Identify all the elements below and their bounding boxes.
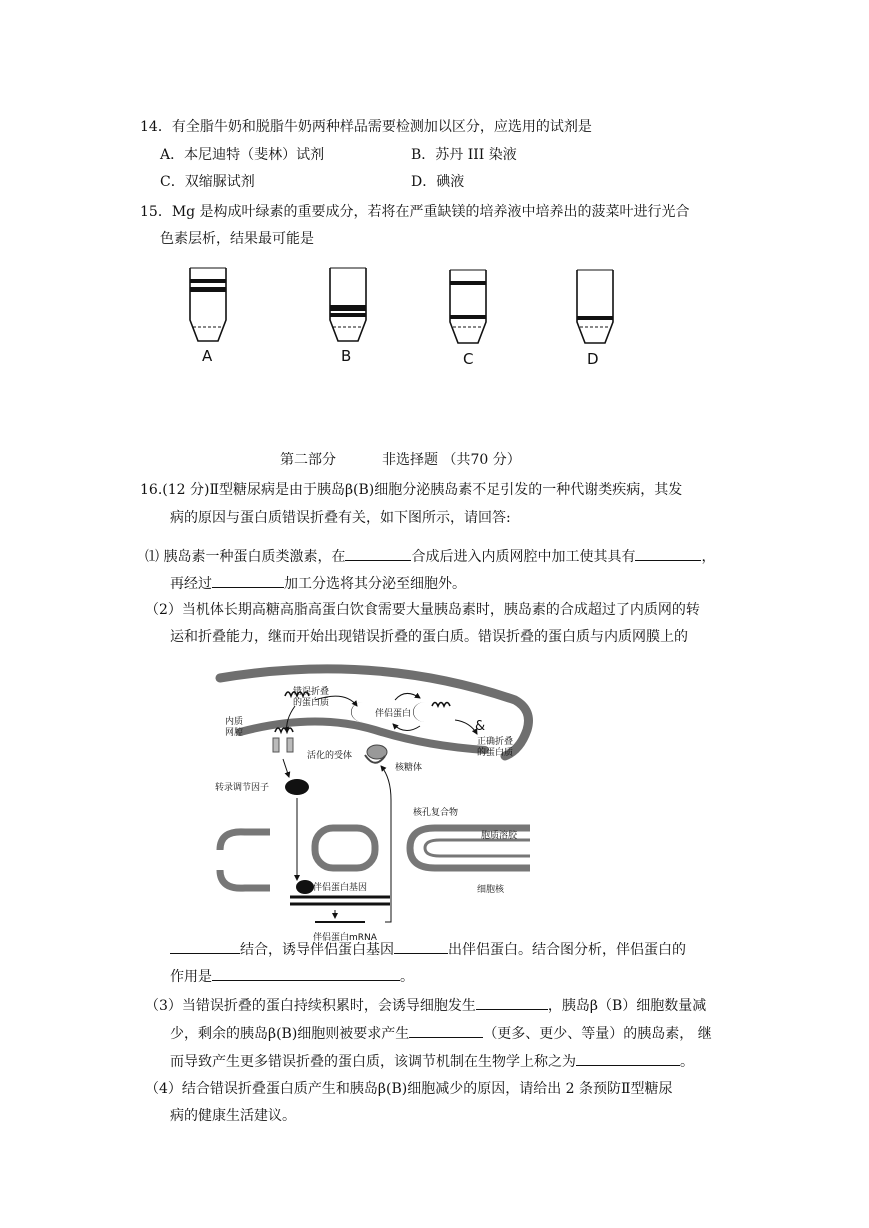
q16-intro-line1: 16.(12 分)Ⅱ型糖尿病是由于胰岛β(B)细胞分泌胰岛素不足引发的一种代谢类疾病，其发	[140, 482, 683, 498]
answer-blank-7[interactable]	[476, 994, 548, 1010]
q16-part1-text-e: 加工分选将其分泌至细胞外。	[284, 576, 466, 592]
label-chaperone-gene: 伴侣蛋白基因	[313, 883, 368, 893]
label-er-lumen-2: 网腔	[225, 728, 244, 738]
q16-part1-text-d: 再经过	[170, 576, 212, 592]
answer-blank-9[interactable]	[576, 1050, 680, 1066]
chaperone-icon-2	[413, 702, 425, 722]
q16-part3-text-a: （3）当错误折叠的蛋白持续积累时，会诱导细胞发生	[145, 998, 476, 1014]
label-activated-receptor: 活化的受体	[307, 751, 353, 761]
answer-blank-6[interactable]	[212, 965, 400, 981]
q16-intro-line2: 病的原因与蛋白质错误折叠有关，如下图所示，请回答:	[170, 510, 511, 526]
answer-blank-4[interactable]	[170, 938, 240, 954]
transcription-factor-icon	[285, 779, 309, 795]
q14-stem: 14．有全脂牛奶和脱脂牛奶两种样品需要检测加以区分，应选用的试剂是	[140, 119, 592, 135]
q16-part3-line1	[145, 994, 706, 1016]
q16-part1-line1	[145, 545, 715, 567]
q16-part2-text-c: 结合，诱导伴侣蛋白基因	[240, 942, 394, 958]
q15-stem-line1: 15．Mg 是构成叶绿素的重要成分，若将在严重缺镁的培养液中培养出的菠菜叶进行光合	[140, 204, 690, 220]
q16-part3-text-d: （更多、更少、等量）的胰岛素， 继	[483, 1026, 712, 1042]
answer-blank-1[interactable]	[345, 545, 411, 561]
label-cytosol: 胞质溶胶	[481, 831, 518, 841]
part2-heading-a: 第二部分	[280, 452, 336, 468]
label-chaperone: 伴侣蛋白	[375, 709, 412, 719]
chaperone-icon-1	[351, 702, 363, 722]
svg-text:&: &	[475, 719, 486, 734]
q16-part2-line3	[170, 938, 686, 960]
label-nuclear-pore: 核孔复合物	[413, 808, 459, 818]
label-misfolded-2: 的蛋白质	[293, 698, 330, 708]
q14-option-c[interactable]: C．双缩脲试剂	[160, 174, 255, 190]
q16-part1-text-b: 合成后进入内质网腔中加工使其具有	[411, 549, 636, 565]
unfolded-protein-response-figure	[215, 660, 545, 950]
answer-blank-2[interactable]	[635, 545, 701, 561]
q16-part3-line2	[170, 1022, 712, 1044]
q16-part4-line2: 病的健康生活建议。	[170, 1108, 296, 1124]
tube-c-diagram[interactable]	[445, 267, 495, 347]
label-ribosome: 核糖体	[395, 763, 423, 773]
q16-part1-text-c: ，	[701, 549, 716, 565]
answer-blank-3[interactable]	[212, 572, 284, 588]
tube-c-label: C	[463, 350, 474, 368]
q14-option-d[interactable]: D．碘液	[411, 174, 465, 190]
answer-blank-8[interactable]	[409, 1022, 483, 1038]
q16-part2-line2: 运和折叠能力，继而开始出现错误折叠的蛋白质。错误折叠的蛋白质与内质网膜上的	[170, 629, 688, 645]
q16-part1-text-a: ⑴ 胰岛素一种蛋白质类激素，在	[145, 549, 346, 565]
q16-part1-line2	[170, 572, 466, 594]
q15-stem-line2: 色素层析，结果最可能是	[160, 231, 314, 247]
q16-part2-text-e: 作用是	[170, 969, 212, 985]
tube-a-diagram[interactable]	[185, 265, 235, 345]
label-correct-fold-2: 的蛋白质	[477, 748, 514, 758]
part2-heading-b: 非选择题 （共70 分）	[382, 452, 521, 468]
q14-option-b[interactable]: B．苏丹 III 染液	[411, 147, 517, 163]
q16-part4-line1: （4）结合错误折叠蛋白质产生和胰岛β(B)细胞减少的原因，请给出 2 条预防Ⅱ型糖尿	[145, 1081, 673, 1097]
tube-d-diagram[interactable]	[572, 267, 622, 347]
tube-b-label: B	[341, 347, 352, 365]
answer-blank-5[interactable]	[394, 938, 448, 954]
label-transcription-factor: 转录调节因子	[215, 783, 270, 793]
label-er-lumen-1: 内质	[225, 717, 244, 727]
label-chaperone-mrna: 伴侣蛋白mRNA	[313, 933, 377, 943]
tube-a-label: A	[202, 347, 213, 365]
q16-part3-line3	[170, 1050, 694, 1072]
label-correct-fold-1: 正确折叠	[477, 737, 514, 747]
nuclear-pore-complex-icon	[315, 828, 375, 868]
q16-part3-text-e: 而导致产生更多错误折叠的蛋白质，该调节机制在生物学上称之为	[170, 1054, 576, 1070]
tube-d-label: D	[587, 350, 599, 368]
label-nucleus: 细胞核	[477, 885, 505, 895]
q16-part2-text-d: 出伴侣蛋白。结合图分析，伴侣蛋白的	[448, 942, 686, 958]
tube-b-diagram[interactable]	[325, 265, 375, 345]
q16-part3-text-c: 少，剩余的胰岛β(B)细胞则被要求产生	[170, 1026, 410, 1042]
q16-part3-text-f: 。	[680, 1054, 694, 1070]
q16-part3-text-b: ，胰岛β（B）细胞数量减	[547, 998, 707, 1014]
label-misfolded-1: 错误折叠	[293, 687, 330, 697]
q16-part2-line4	[170, 965, 414, 987]
q14-option-a[interactable]: A．本尼迪特（斐林）试剂	[160, 147, 325, 163]
q16-part2-line1: （2）当机体长期高糖高脂高蛋白饮食需要大量胰岛素时，胰岛素的合成超过了内质网的转	[145, 602, 700, 618]
q16-part2-text-f: 。	[400, 969, 414, 985]
